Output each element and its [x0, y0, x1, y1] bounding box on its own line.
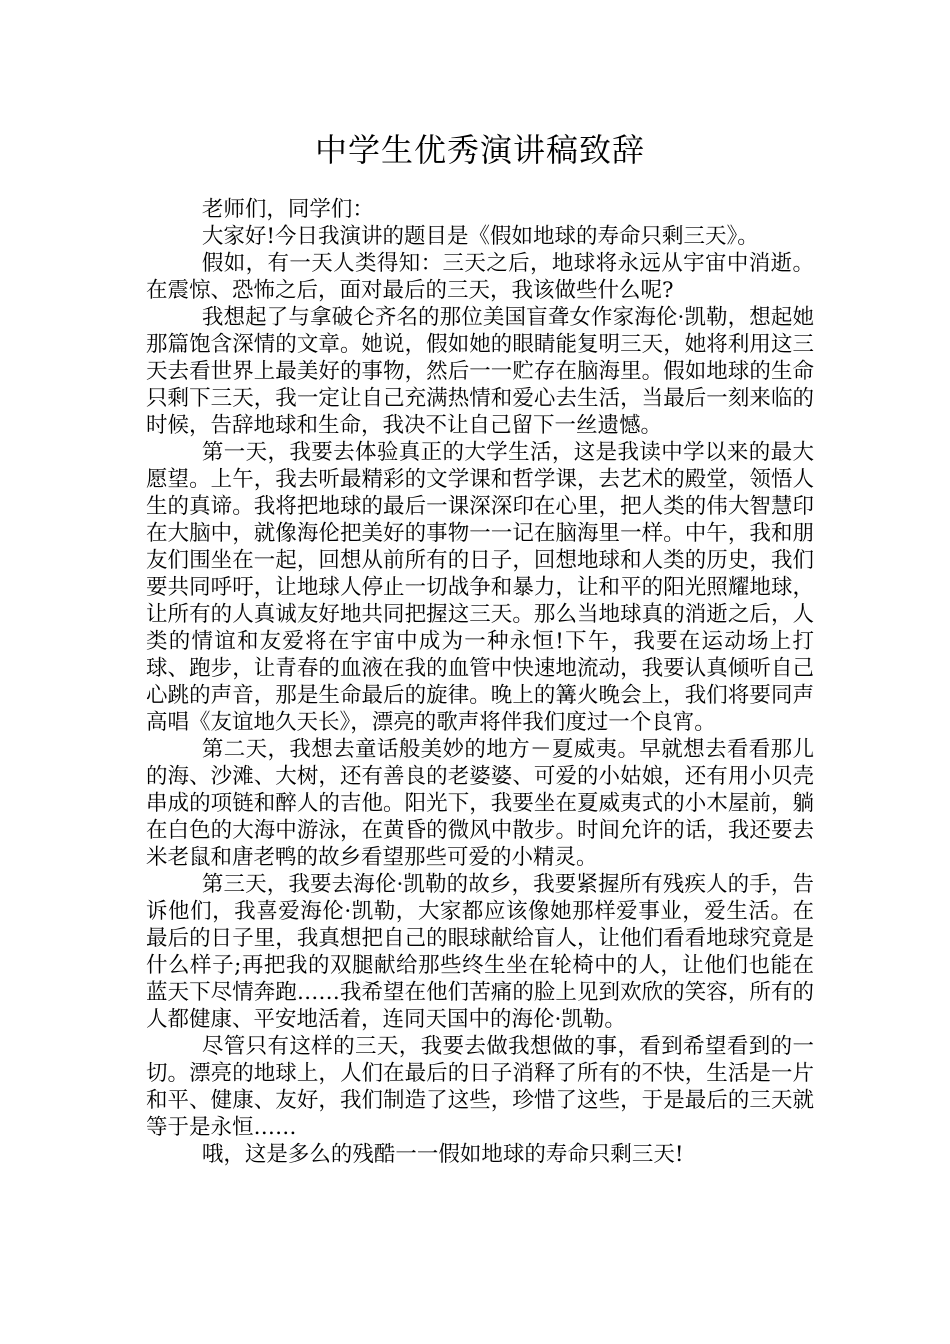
document-body: [146, 196, 814, 1168]
paragraph-day-two: 第二天，我想去童话般美妙的地方－夏威夷。早就想去看看那儿的海、沙滩、大树，还有善良的老婆婆、可爱的小姑娘，还有用小贝壳串成的项链和醉人的吉他。阳光下，我要坐在夏威夷式的小木屋前，躺在白色的大海中游泳，在黄昏的微风中散步。时间允许的话，我还要去米老鼠和唐老鸭的故乡看望那些可爱的小精灵。: [146, 737, 814, 870]
document-page: [146, 128, 814, 1168]
paragraph-conclusion: 尽管只有这样的三天，我要去做我想做的事，看到希望看到的一切。漂亮的地球上，人们在最后的日子消释了所有的不快，生活是一片和平、健康、友好，我们制造了这些，珍惜了这些，于是最后的三天就等于是永恒……: [146, 1034, 814, 1140]
paragraph-day-three: 第三天，我要去海伦·凯勒的故乡，我要紧握所有残疾人的手，告诉他们，我喜爱海伦·凯勒，大家都应该像她那样爱事业，爱生活。在最后的日子里，我真想把自己的眼球献给盲人，让他们看看地球究竟是什么样子;再把我的双腿献给那些终生坐在轮椅中的人，让他们也能在蓝天下尽情奔跑……我希望在他们苦痛的脸上见到欢欣的笑容，所有的人都健康、平安地活着，连同天国中的海伦·凯勒。: [146, 872, 814, 1032]
paragraph-greeting: 大家好!今日我演讲的题目是《假如地球的寿命只剩三天》。: [201, 224, 759, 249]
paragraph-salutation: 老师们，同学们：: [201, 197, 374, 222]
paragraph-premise: 假如，有一天人类得知：三天之后，地球将永远从宇宙中消逝。在震惊、恐怖之后，面对最后的三天，我该做些什么呢?: [146, 251, 814, 303]
paragraph-helen-keller: 我想起了与拿破仑齐名的那位美国盲聋女作家海伦·凯勒，想起她那篇饱含深情的文章。她说，假如她的眼睛能复明三天，她将利用这三天去看世界上最美好的事物，然后一一贮存在脑海里。假如地球的生命只剩下三天，我一定让自己充满热情和爱心去生活，当最后一刻来临的时候，告辞地球和生命，我决不让自己留下一丝遗憾。: [146, 305, 814, 438]
paragraph-day-one: 第一天，我要去体验真正的大学生活，这是我读中学以来的最大愿望。上午，我去听最精彩的文学课和哲学课，去艺术的殿堂，领悟人生的真谛。我将把地球的最后一课深深印在心里，把人类的伟大智慧印在大脑中，就像海伦把美好的事物一一记在脑海里一样。中午，我和朋友们围坐在一起，回想从前所有的日子，回想地球和人类的历史，我们要共同呼吁，让地球人停止一切战争和暴力，让和平的阳光照耀地球，让所有的人真诚友好地共同把握这三天。那么当地球真的消逝之后，人类的情谊和友爱将在宇宙中成为一种永恒!下午，我要在运动场上打球、跑步，让青春的血液在我的血管中快速地流动，我要认真倾听自己心跳的声音，那是生命最后的旋律。晚上的篝火晚会上，我们将要同声高唱《友谊地久天长》，漂亮的歌声将伴我们度过一个良宵。: [146, 440, 814, 735]
document-title: 中学生优秀演讲稿致辞: [314, 131, 645, 169]
paragraph-closing: 哦，这是多么的残酷一一假如地球的寿命只剩三天!: [201, 1142, 684, 1167]
